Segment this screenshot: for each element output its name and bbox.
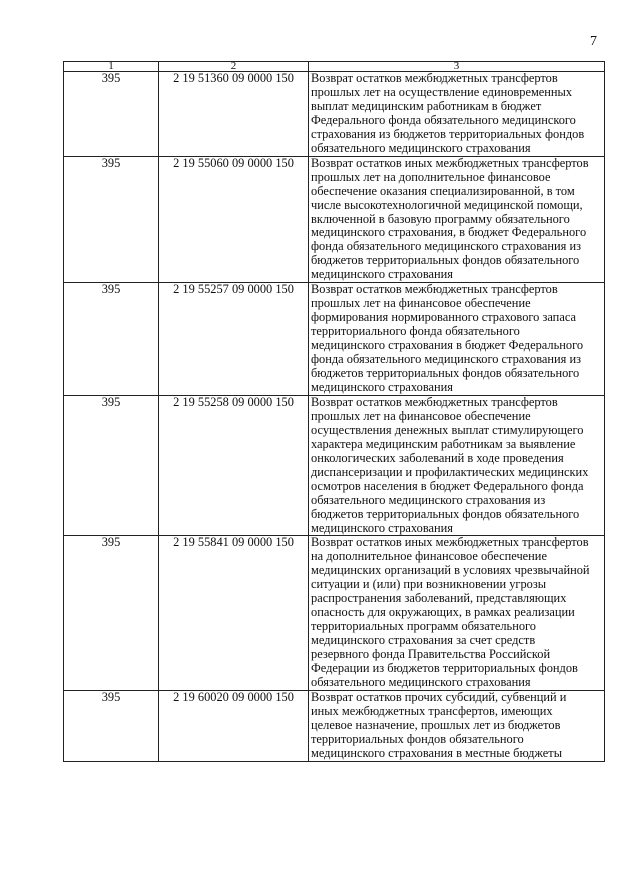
description-line: медицинских организаций в условиях чрезвычайной (311, 563, 590, 578)
description-cell (309, 395, 605, 536)
description-line: обеспечение оказания специализированной, в том (311, 183, 575, 198)
description-line: целевое назначение, прошлых лет из бюджетов (311, 717, 561, 732)
budget-code-cell: 2 19 60020 09 0000 150 (159, 690, 309, 761)
description-cell (309, 156, 605, 283)
description-line: числе высокотехнологичной медицинской помощи, (311, 197, 583, 212)
description-line: ситуации и (или) при возникновении угрозы (311, 577, 547, 592)
description-line: осмотров населения в бюджет Федерального фонда (311, 478, 584, 493)
description-line: медицинского страхования в бюджет Федерального (311, 338, 584, 353)
description-cell (309, 283, 605, 396)
description-line: медицинского страхования (311, 379, 453, 394)
page-number: 7 (590, 34, 597, 49)
budget-code-cell: 2 19 55257 09 0000 150 (159, 283, 309, 396)
description-line: Возврат остатков иных межбюджетных трансфертов (311, 535, 589, 550)
description-line: фонда обязательного медицинского страхования из (311, 352, 581, 367)
budget-code-cell: 2 19 55060 09 0000 150 (159, 156, 309, 283)
budget-code-cell: 2 19 55258 09 0000 150 (159, 395, 309, 536)
description-line: Возврат остатков межбюджетных трансфертов (311, 394, 558, 409)
description-cell (309, 72, 605, 157)
description-line: страхования из бюджетов территориальных фондов (311, 126, 585, 141)
description-line: резервного фонда Правительства Российской (311, 647, 551, 662)
description-line: опасность для окружающих, в рамках реализации (311, 605, 575, 620)
admin-code-cell: 395 (64, 395, 159, 536)
table-row (64, 536, 605, 690)
description-line: Возврат остатков межбюджетных трансфертов (311, 71, 558, 85)
description-line: иных межбюджетных трансфертов, имеющих (311, 703, 553, 718)
description-line: осуществления денежных выплат стимулирующего (311, 422, 584, 437)
description-line: характера медицинским работникам за выявление (311, 436, 576, 451)
description-line: обязательного медицинского страхования (311, 674, 531, 689)
description-line: Федерации из бюджетов территориальных фондов (311, 661, 578, 676)
description-line: Федерального фонда обязательного медицинского (311, 112, 576, 127)
description-line: медицинского страхования за счет средств (311, 633, 536, 648)
budget-codes-table (63, 61, 605, 762)
description-cell (309, 690, 605, 761)
table-row (64, 72, 605, 157)
table-header-row (64, 62, 605, 72)
description-line: выплат медицинским работникам в бюджет (311, 98, 542, 113)
description-line: фонда обязательного медицинского страхования из (311, 239, 581, 254)
admin-code-cell: 395 (64, 72, 159, 157)
description-line: включенной в базовую программу обязательного (311, 211, 570, 226)
column-header-3: 3 (309, 62, 605, 72)
description-line: бюджетов территориальных фондов обязательного (311, 253, 580, 268)
admin-code-cell: 395 (64, 283, 159, 396)
description-line: территориального фонда обязательного (311, 324, 520, 339)
description-line: медицинского страхования (311, 520, 453, 535)
description-line: медицинского страхования, в бюджет Федерального (311, 225, 587, 240)
description-line: бюджетов территориальных фондов обязательного (311, 506, 580, 521)
table-row (64, 395, 605, 536)
table-row (64, 156, 605, 283)
admin-code-cell: 395 (64, 690, 159, 761)
description-line: прошлых лет на осуществление единовременных (311, 84, 573, 99)
description-line: прошлых лет на финансовое обеспечение (311, 296, 531, 311)
description-line: прошлых лет на финансовое обеспечение (311, 408, 531, 423)
description-line: диспансеризации и профилактических медицинских (311, 464, 589, 479)
description-line: территориальных фондов обязательного (311, 731, 524, 746)
description-line: обязательного медицинского страхования из (311, 492, 546, 507)
description-line: Возврат остатков прочих субсидий, субвенций и (311, 689, 567, 704)
description-line: прошлых лет на дополнительное финансовое (311, 169, 551, 184)
column-header-1: 1 (64, 62, 159, 72)
description-line: формирования нормированного страхового запаса (311, 310, 576, 325)
description-line: Возврат остатков межбюджетных трансфертов (311, 282, 558, 297)
table-row (64, 283, 605, 396)
description-line: территориальных программ обязательного (311, 619, 536, 634)
admin-code-cell: 395 (64, 536, 159, 690)
budget-code-cell: 2 19 55841 09 0000 150 (159, 536, 309, 690)
description-cell (309, 536, 605, 690)
table-row (64, 690, 605, 761)
column-header-2: 2 (159, 62, 309, 72)
description-line: медицинского страхования (311, 267, 453, 282)
description-line: онкологических заболеваний в ходе проведения (311, 450, 564, 465)
budget-code-cell: 2 19 51360 09 0000 150 (159, 72, 309, 157)
description-line: Возврат остатков иных межбюджетных трансфертов (311, 155, 589, 170)
description-line: медицинского страхования в местные бюджеты (311, 745, 563, 760)
description-line: распространения заболеваний, представляющих (311, 591, 567, 606)
description-line: бюджетов территориальных фондов обязательного (311, 366, 580, 381)
admin-code-cell: 395 (64, 156, 159, 283)
description-line: на дополнительное финансовое обеспечение (311, 549, 547, 564)
description-line: обязательного медицинского страхования (311, 140, 531, 155)
